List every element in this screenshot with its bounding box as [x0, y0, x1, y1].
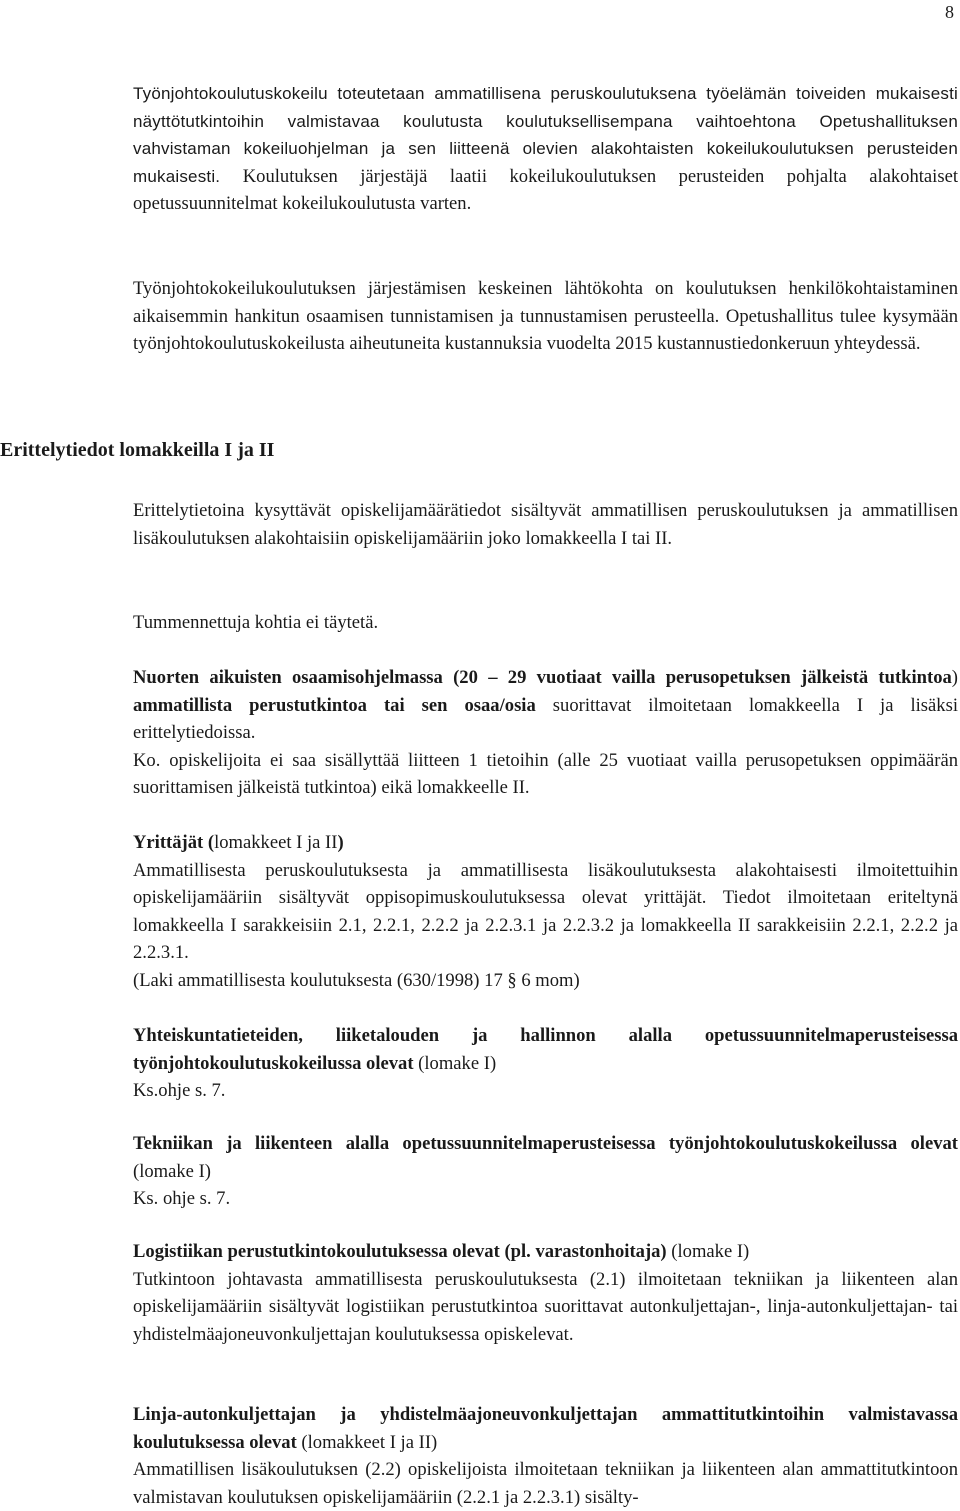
yrittajat-body: Ammatillisesta peruskoulutuksesta ja ammatillisesta lisäkoulutuksesta alakohtaisesti ilmoitettuihin opiskelijamääriin sisältyvät oppisopimuskoulutuksessa olevat yrittäjät. Tiedot ilmoitetaan eriteltynä lomakkeella I sarakkeisiin 2.1, 2.2.1, 2.2.2 ja 2.2.3.1 ja 2.2.3.2 ja lomakkeella II sarakkeisiin 2.2.1, 2.2.2 ja 2.2.3.1. [133, 859, 958, 964]
nuorten-bold-2: ammatillista perustutkintoa tai sen osaa/osia [133, 694, 536, 716]
linja-auto-normal: (lomakkeet I ja II) [296, 1431, 438, 1453]
yhteiskunta-normal: (lomake I) [413, 1052, 497, 1074]
yrittajat-bold-1: Yrittäjät ( [133, 832, 215, 853]
tekniikka-ref: Ks. ohje s. 7. [133, 1188, 231, 1210]
yrittajat-normal-1: lomakkeet I ja II [214, 832, 338, 853]
yrittajat-bold-2: ) [337, 832, 344, 853]
page-number: 8 [945, 2, 954, 22]
paragraph-nuorten-aikuisten [133, 664, 958, 802]
logistiikka-bold: Logistiikan perustutkintokoulutuksessa olevat (pl. varastonhoitaja) [133, 1241, 667, 1262]
paragraph-lahtokohta: Työnjohtokokeilukoulutuksen järjestämisen keskeinen lähtökohta on koulutuksen henkilökohtaistaminen aikaisemmin hankitun osaamisen tunnistamisen ja tunnustamisen perusteella. Opetushallitus tulee kysymään työnjohtokoulutuskokeilusta aiheutuneita kustannuksia vuodelta 2015 kustannustiedonkeruun yhteydessä. [133, 278, 958, 355]
intro-sans-text: Työnjohtokoulutuskokeilu toteutetaan ammatillisena peruskoulutuksena työelämän toiveiden mukaisesti näyttötutkintoihin valmistavaa koulutusta koulutuksellisempana vaihtoehtona Opetushallituksen vahvistaman kokeiluohjelman ja sen liitteenä olevien alakohtaisten kokeilukoulutuksen perusteiden mukaisesti. [133, 84, 958, 186]
yhteiskunta-bold: Yhteiskuntatieteiden, liiketalouden ja hallinnon alalla opetussuunnitelmaperusteisessa työnjohtokoulutuskokeilussa olevat [133, 1025, 958, 1074]
linja-auto-bold: Linja-autonkuljettajan ja yhdistelmäajoneuvonkuljettajan ammattitutkintoihin valmistavassa koulutuksessa olevat [133, 1404, 958, 1453]
paragraph-logistiikka [133, 1238, 958, 1348]
logistiikka-normal: (lomake I) [666, 1241, 750, 1262]
nuorten-normal-1: ) [951, 667, 958, 688]
paragraph-linja-auto [133, 1401, 958, 1511]
section-heading: Erittelytiedot lomakkeilla I ja II [0, 439, 275, 461]
yrittajat-law: (Laki ammatillisesta koulutuksesta (630/1998) 17 § 6 mom) [133, 969, 580, 991]
paragraph-yrittajat [133, 829, 958, 995]
paragraph-tekniikka [133, 1130, 958, 1213]
logistiikka-body: Tutkintoon johtavasta ammatillisesta peruskoulutuksesta (2.1) ilmoitetaan tekniikan ja liikenteen alan opiskelijamääriin sisältyvät logistiikan perustutkintoa suorittavat autonkuljettajan-, linja-autonkuljettajan- tai yhdistelmäajoneuvonkuljettajan koulutuksessa opiskelevat. [133, 1268, 958, 1345]
paragraph-intro [133, 80, 958, 218]
linja-auto-body: Ammatillisen lisäkoulutuksen (2.2) opiskelijoista ilmoitetaan tekniikan ja liikenteen alan ammattitutkintoon valmistavan koulutuksen opiskelijamääriin (2.2.1 ja 2.2.3.1) sisälty- [133, 1459, 958, 1508]
nuorten-line-2: Ko. opiskelijoita ei saa sisällyttää liitteen 1 tietoihin (alle 25 vuotiaat vailla perusopetuksen oppimäärän suorittamisen jälkeistä tutkintoa) eikä lomakkeelle II. [133, 749, 958, 799]
yhteiskunta-ref: Ks.ohje s. 7. [133, 1080, 226, 1102]
tekniikka-normal: (lomake I) [133, 1160, 211, 1182]
intro-serif-text: Koulutuksen järjestäjä laatii kokeilukoulutuksen perusteiden pohjalta alakohtaiset opetussuunnitelmat kokeilukoulutusta varten. [133, 165, 958, 215]
paragraph-tummennetut: Tummennettuja kohtia ei täytetä. [133, 612, 379, 633]
paragraph-yhteiskuntatieteet [133, 1022, 958, 1105]
tekniikka-bold: Tekniikan ja liikenteen alalla opetussuunnitelmaperusteisessa työnjohtokoulutuskokeilussa olevat [133, 1133, 958, 1154]
nuorten-normal-2: suorittavat ilmoitetaan lomakkeella I ja lisäksi erittelytiedoissa. [133, 694, 958, 744]
nuorten-bold-1: Nuorten aikuisten osaamisohjelmassa (20 – 29 vuotiaat vailla perusopetuksen jälkeistä tutkintoa [133, 667, 952, 688]
paragraph-erittelytiedot: Erittelytietoina kysyttävät opiskelijamäärätiedot sisältyvät ammatillisen peruskoulutuksen ja ammatillisen lisäkoulutuksen alakohtaisiin opiskelijamääriin joko lomakkeella I tai II. [133, 500, 958, 549]
